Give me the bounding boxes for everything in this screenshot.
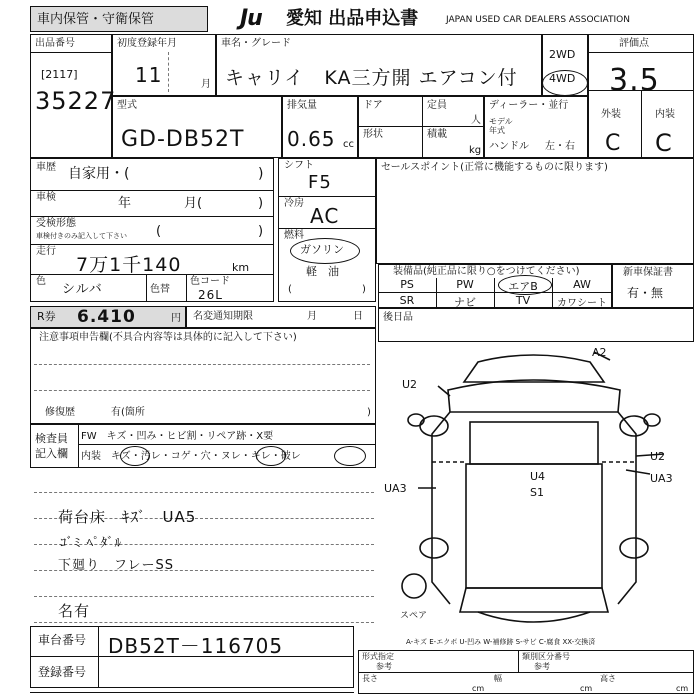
inspector-box: [30, 424, 376, 468]
score-ext: C: [605, 131, 622, 156]
ac-value: AC: [310, 204, 340, 228]
mark-u2-a: U2: [402, 378, 418, 391]
equipment-label: 装備品(純正品に限り○をつけてください): [393, 266, 580, 277]
note-4: 名有: [58, 602, 91, 620]
score-ext-label: 外装: [601, 109, 621, 120]
new-warranty-label: 新車保証書: [623, 267, 673, 278]
spare-label: スペア: [400, 611, 428, 621]
rear-box: [378, 308, 694, 342]
model-box: [112, 96, 282, 158]
lot-label: 出品番号: [35, 38, 75, 49]
chassis-value: DB52T－116705: [108, 634, 284, 658]
recycle-unit: 円: [171, 313, 181, 324]
mark-ua3-a: UA3: [384, 482, 407, 495]
form-title: 愛知 出品申込書: [286, 8, 419, 29]
damage-legend: A-キズ E-エクボ U-凹み W-補修跡 S-サビ C-腐食 XX-交換済: [406, 638, 596, 646]
mark-ua3-b: UA3: [650, 472, 673, 485]
equipment-pw: PW: [456, 278, 474, 291]
type-label: 形式指定: [362, 652, 394, 661]
height-label: 高さ: [600, 674, 616, 683]
ac-label: 冷房: [284, 198, 304, 209]
width-unit: cm: [580, 684, 593, 693]
registration-month-suffix: 月: [201, 79, 211, 90]
score-int: C: [655, 129, 673, 157]
inspection-year: 年: [118, 196, 132, 211]
car-name-value: キャリイ KA三方開 エアコン付: [225, 67, 518, 89]
note-3: 下廻り フレーSS: [58, 558, 174, 573]
car-name-label: 車名・グレード: [221, 38, 291, 49]
inherit-close: ): [258, 224, 264, 239]
inspect-circle-3: [334, 446, 366, 466]
type-sub: 参考: [376, 662, 392, 671]
history-label: 車歴: [36, 162, 56, 173]
handle-opts: 左・右: [545, 141, 575, 152]
inspect-circle-2: [256, 446, 286, 466]
class-label: 類別区分番号: [522, 652, 570, 661]
ju-logo-mark: Ju: [240, 6, 262, 31]
mileage-label: 走行: [36, 246, 56, 257]
height-unit: cm: [676, 684, 689, 693]
displacement-label: 排気量: [287, 100, 317, 111]
mark-u2-b: U2: [650, 450, 666, 463]
length-unit: cm: [472, 684, 485, 693]
recycle-value: 6.410: [77, 307, 136, 327]
width-label: 幅: [494, 674, 502, 683]
repair-value: 有(箇所: [111, 407, 145, 418]
shift-value: F5: [308, 172, 332, 193]
selling-points-box: [376, 158, 694, 264]
doors-label: ドア: [363, 100, 383, 111]
class-sub: 参考: [534, 662, 550, 671]
drive-opt1: 2WD: [549, 48, 576, 61]
recycle-label: R券: [37, 310, 56, 323]
displacement-value: 0.65: [287, 127, 336, 151]
equipment-leather-seat: カワシート: [557, 298, 607, 309]
displacement-box: [282, 96, 358, 158]
model-year-label: モデル年式: [489, 117, 513, 135]
reg-number-label: 登録番号: [38, 665, 87, 679]
inspector-label: 検査員記入欄: [35, 432, 68, 460]
car-damage-diagram: [378, 342, 694, 654]
drive-selected-circle: [542, 70, 588, 96]
new-warranty-box: [612, 264, 694, 308]
fuel-diesel: 軽 油: [306, 265, 339, 278]
displacement-unit: cc: [343, 139, 354, 150]
mark-s1: S1: [530, 486, 544, 499]
color-swap-label: 色替: [150, 284, 170, 295]
remarks-box: [30, 328, 376, 424]
repair-close: ): [367, 407, 371, 418]
length-label: 長さ: [362, 674, 378, 683]
inspect-row2: 内装 キズ・汚レ・コゲ・穴・ヌレ・キレ・破レ: [81, 451, 301, 462]
score-value: 3.5: [609, 63, 660, 98]
inherit-label: 受検形態: [36, 218, 76, 229]
dealer-box: [484, 96, 588, 158]
model-value: GD-DB52T: [121, 127, 245, 152]
history-value: 自家用・(: [68, 166, 130, 182]
equipment-ps: PS: [400, 278, 414, 291]
notice-day: 日: [353, 311, 363, 322]
selling-points-label: セールスポイント(正常に機能するものに限ります): [381, 162, 608, 173]
mileage-unit: km: [232, 261, 250, 274]
car-name-box: [216, 34, 542, 96]
repair-label: 修復歴: [45, 407, 75, 418]
equipment-airbag: エアB: [508, 280, 538, 293]
fuel-open: (: [288, 284, 292, 295]
inspection-label: 車検: [36, 192, 56, 203]
load-unit: kg: [469, 145, 482, 156]
ju-logo: [240, 6, 290, 32]
spec-box: [358, 96, 484, 158]
color-code: 26L: [198, 288, 223, 302]
seats-unit: 人: [471, 115, 481, 126]
notice-label: 名変通知期限: [193, 311, 253, 322]
dealer-label: ディーラー・並行: [489, 100, 569, 111]
equipment-navi: ナビ: [454, 296, 476, 309]
remarks-label: 注意事項申告欄(不具合内容等は具体的に記入して下さい): [39, 332, 297, 343]
fuel-gas: ガソリン: [300, 243, 344, 256]
lot-sub: [2117]: [41, 68, 78, 81]
new-warranty-value: 有・無: [627, 286, 664, 300]
storage-label: 車内保管・守衛保管: [37, 12, 155, 27]
handle-label: ハンドル: [489, 141, 529, 152]
load-label: 積載: [427, 129, 447, 140]
storage-box: [30, 6, 208, 32]
drive-opt2: 4WD: [549, 72, 576, 85]
recycle-box: [30, 306, 186, 328]
score-label: 評価点: [619, 38, 649, 49]
color-code-label: 色コード: [190, 276, 230, 287]
seats-label: 定員: [427, 100, 447, 111]
color-value: シルバ: [62, 282, 103, 297]
equipment-tv: TV: [515, 294, 531, 307]
shift-label: シフト: [284, 160, 314, 171]
mileage-value: 7万1千140: [76, 254, 182, 276]
color-label: 色: [36, 276, 46, 287]
note-1: 荷台床 ｷｽﾞ UA5: [58, 508, 197, 526]
notice-month: 月: [307, 311, 317, 322]
registration-label: 初度登録年月: [117, 38, 177, 49]
registration-year: 11: [135, 63, 163, 87]
history-close: ): [258, 166, 264, 182]
fuel-close: ): [362, 284, 366, 295]
mark-u4: U4: [530, 470, 546, 483]
inherit-note: 車検付きのみ記入して下さい: [36, 232, 127, 240]
notice-box: [186, 306, 376, 328]
model-label: 型式: [117, 100, 137, 111]
inspect-circle-1: [120, 446, 150, 466]
form-title-en: JAPAN USED CAR DEALERS ASSOCIATION: [446, 15, 630, 25]
inspection-close: ): [258, 196, 264, 211]
inspect-row1: FW キズ・凹み・ヒビ割・リペア跡・X要: [81, 431, 274, 442]
note-2: ｺﾞﾐ ﾍﾟﾀﾞﾙ: [60, 536, 123, 551]
equipment-circle: [498, 275, 552, 295]
score-int-label: 内装: [655, 109, 675, 120]
mark-a2: A2: [592, 346, 607, 359]
lot-number: 35227: [35, 87, 117, 115]
rear-label: 後日品: [383, 312, 413, 323]
inspection-month: 月(: [184, 196, 203, 211]
shape-label: 形状: [363, 129, 383, 140]
fuel-label: 燃料: [284, 230, 304, 241]
chassis-label: 車台番号: [38, 633, 87, 647]
equipment-aw: AW: [573, 278, 591, 291]
registration-box: [112, 34, 216, 96]
fuel-circle: [290, 238, 360, 264]
inherit-open: (: [156, 224, 162, 239]
equipment-sr: SR: [399, 294, 415, 307]
